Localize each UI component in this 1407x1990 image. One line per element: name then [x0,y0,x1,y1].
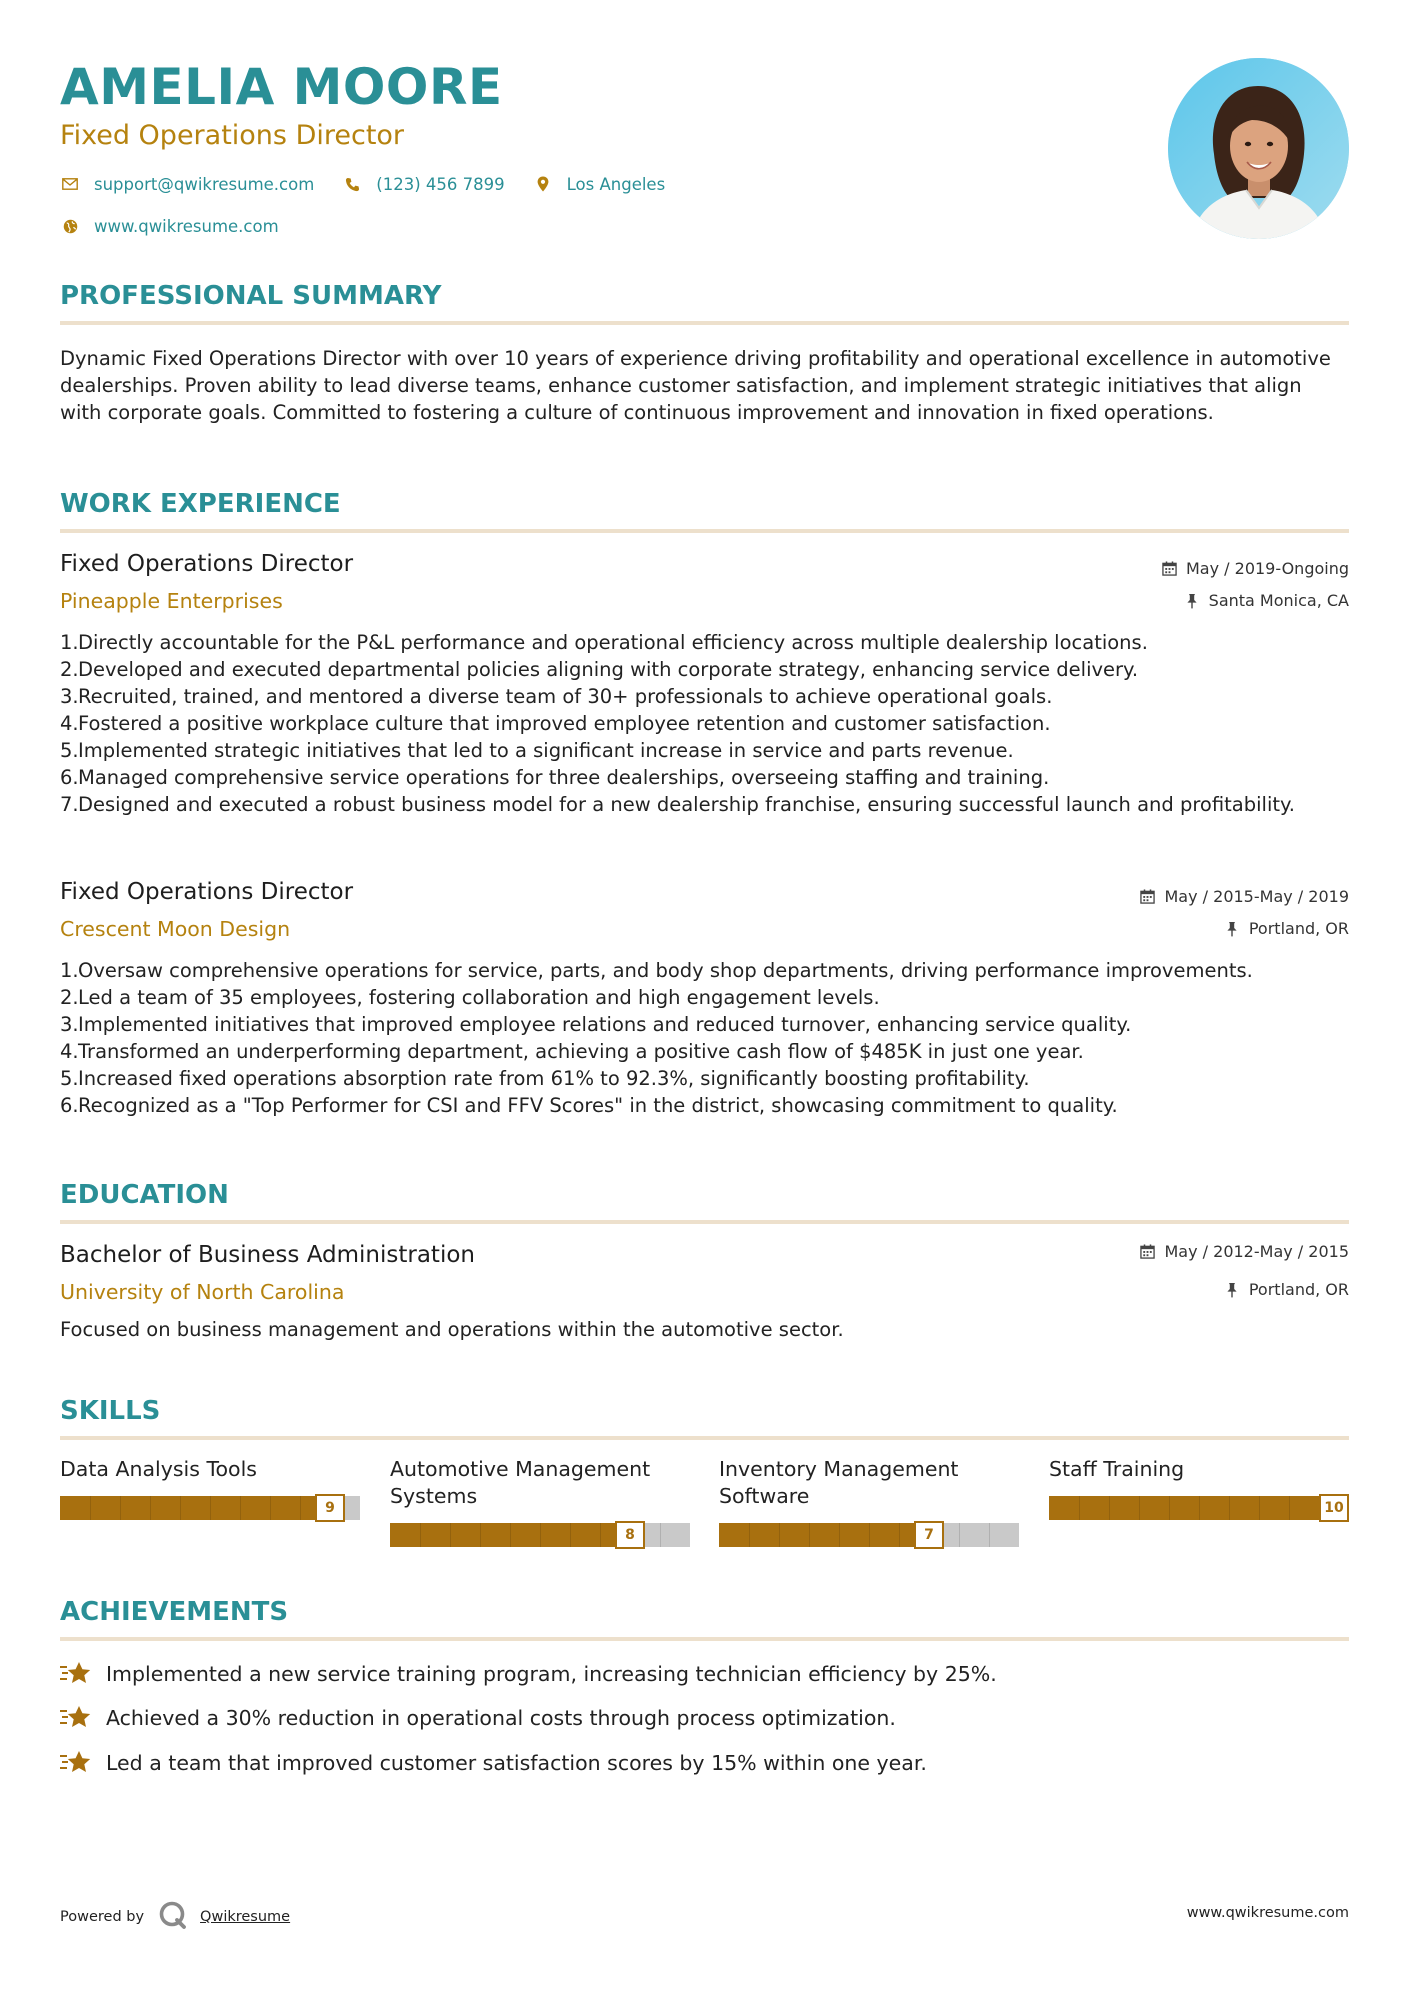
list-item: 1. Directly accountable for the P&L performance and operational efficiency across multiple dealership locations. [60,631,1148,654]
email-text: support@qwikresume.com [94,174,315,194]
calendar-icon [1139,1243,1157,1261]
section-title-summary: PROFESSIONAL SUMMARY [60,281,442,311]
list-item: 6. Recognized as a "Top Performer for CSI and FFV Scores" in the district, showcasing commitment to quality. [60,1094,1118,1117]
phone-contact[interactable] [342,174,504,194]
globe-icon [60,216,80,236]
job-title: Fixed Operations Director [60,551,354,577]
achievement-text: Achieved a 30% reduction in operational costs through process optimization. [106,1706,896,1730]
section-divider [60,1637,1349,1641]
skill-bar-segment [120,1496,121,1520]
skill-meter [719,1521,1019,1549]
job-location [1183,591,1349,610]
degree-title: Bachelor of Business Administration [60,1242,475,1268]
skill-name: Data Analysis Tools [60,1457,257,1481]
job-location [1223,919,1349,938]
skill-bar-segment [1169,1496,1170,1520]
skill-meter [60,1494,360,1522]
candidate-title: Fixed Operations Director [60,120,405,151]
job-title: Fixed Operations Director [60,879,354,905]
pushpin-icon [1223,920,1241,938]
profile-photo [1168,58,1349,239]
skill-bar-segment [1079,1496,1080,1520]
job-company: Crescent Moon Design [60,917,291,941]
skill-level-badge: 7 [914,1521,944,1549]
skill-name: Automotive Management Systems [390,1457,651,1508]
education-location-text: Portland, OR [1248,1280,1349,1299]
skill-bar-segment [300,1496,301,1520]
section-divider [60,321,1349,325]
skill-name: Staff Training [1049,1457,1185,1481]
section-title-achievements: ACHIEVEMENTS [60,1597,289,1627]
phone-icon [342,174,362,194]
skill-bar-segment [869,1523,870,1547]
candidate-name: AMELIA MOORE [60,58,503,116]
skill-meter [1049,1494,1349,1522]
location-text: Los Angeles [566,174,666,194]
skill-bar-segment [1289,1496,1290,1520]
pushpin-icon [1183,592,1201,610]
skill-bar-segment [210,1496,211,1520]
skill-bar-segment [1199,1496,1200,1520]
star-icon [60,1704,92,1732]
skill-item [719,1456,1019,1543]
section-title-experience: WORK EXPERIENCE [60,489,341,519]
calendar-icon [1160,560,1178,578]
list-item: 3. Implemented initiatives that improved employee relations and reduced turnover, enhancing service quality. [60,1013,1132,1036]
website-text: www.qwikresume.com [94,216,279,236]
job-dates-text: May / 2015-May / 2019 [1164,887,1349,906]
list-item: 3. Recruited, trained, and mentored a diverse team of 30+ professionals to achieve operational goals. [60,685,1053,708]
skill-bar-segment [809,1523,810,1547]
skill-meter [390,1521,690,1549]
achievement-item [60,1660,997,1688]
skill-name: Inventory Management Software [719,1457,959,1508]
skill-bar-segment [899,1523,900,1547]
list-item: 7. Designed and executed a robust business model for a new dealership franchise, ensuring successful launch and profitability. [60,793,1295,816]
education-dates [1139,1242,1350,1261]
list-item: 1. Oversaw comprehensive operations for service, parts, and body shop departments, driving performance improvements. [60,959,1253,982]
qwikresume-logo-icon [158,1900,188,1934]
achievement-text: Led a team that improved customer satisfaction scores by 15% within one year. [106,1751,927,1775]
skill-item [1049,1456,1349,1516]
skill-bar-segment [570,1523,571,1547]
calendar-icon [1139,888,1157,906]
skill-bar [719,1523,1019,1547]
skill-bar-segment [90,1496,91,1520]
skill-bar-segment [480,1523,481,1547]
list-item: 5. Implemented strategic initiatives that led to a significant increase in service and parts revenue. [60,739,1014,762]
skill-bar-segment [749,1523,750,1547]
list-item: 2. Developed and executed departmental policies aligning with corporate strategy, enhancing service delivery. [60,658,1139,681]
job-company: Pineapple Enterprises [60,589,283,613]
skill-bar-segment [240,1496,241,1520]
qwikresume-link[interactable]: Qwikresume [200,1909,291,1925]
website-contact[interactable] [60,216,279,236]
list-item: 5. Increased fixed operations absorption rate from 61% to 92.3%, significantly boosting profitability. [60,1067,1030,1090]
skill-bar-fill [719,1523,929,1547]
list-item: 2. Led a team of 35 employees, fostering collaboration and high engagement levels. [60,986,880,1009]
section-divider [60,1220,1349,1224]
education-location [1223,1280,1349,1299]
job-bullets [60,957,1349,1119]
skill-bar-fill [60,1496,330,1520]
skill-bar-segment [959,1523,960,1547]
skill-level-badge: 9 [315,1494,345,1522]
skill-bar-segment [1139,1496,1140,1520]
powered-by-label: Powered by [60,1909,145,1925]
summary-text: Dynamic Fixed Operations Director with over 10 years of experience driving profitability and operational excellence in automotive dealerships. Proven ability to lead diverse teams, enhance customer satisfaction, and implement strategic initiatives that align with corporate goals. Committed to fostering a culture of continuous improvement and innovation in fixed operations. [60,347,1331,424]
list-item: 4. Transformed an underperforming department, achieving a positive cash flow of $485K in just one year. [60,1040,1084,1063]
email-contact[interactable] [60,174,314,194]
skill-bar-segment [600,1523,601,1547]
section-divider [60,1436,1349,1440]
skill-bar-segment [989,1523,990,1547]
footer-powered-by [60,1900,290,1934]
achievement-item [60,1749,927,1777]
job-location-text: Portland, OR [1248,919,1349,938]
list-item: 4. Fostered a positive workplace culture that improved employee retention and customer satisfaction. [60,712,1051,735]
pushpin-icon [1223,1281,1241,1299]
skill-bar-segment [660,1523,661,1547]
skill-bar-segment [1229,1496,1230,1520]
skill-bar-segment [510,1523,511,1547]
skill-item [60,1456,360,1516]
job-dates [1139,887,1350,906]
job-dates-text: May / 2019-Ongoing [1186,559,1349,578]
contact-row [60,216,307,236]
star-icon [60,1749,92,1777]
skill-item [390,1456,690,1543]
job-bullets [60,629,1349,818]
skill-bar [1049,1496,1349,1520]
skill-bar-segment [540,1523,541,1547]
phone-text: (123) 456 7899 [376,174,505,194]
school-name: University of North Carolina [60,1280,345,1304]
education-description: Focused on business management and operations within the automotive sector. [60,1318,844,1341]
list-item: 6. Managed comprehensive service operations for three dealerships, overseeing staffing and training. [60,766,1050,789]
achievement-text: Implemented a new service training program, increasing technician efficiency by 25%. [106,1662,997,1686]
skill-bar-segment [150,1496,151,1520]
skill-bar-segment [420,1523,421,1547]
achievement-item [60,1704,896,1732]
footer-website-link[interactable]: www.qwikresume.com [1186,1905,1349,1921]
star-icon [60,1660,92,1688]
skill-bar-segment [839,1523,840,1547]
skill-bar-segment [270,1496,271,1520]
skill-level-badge: 10 [1319,1494,1349,1522]
contact-row [60,174,693,194]
skill-bar-segment [1259,1496,1260,1520]
section-title-education: EDUCATION [60,1180,229,1210]
skill-level-badge: 8 [615,1521,645,1549]
skill-bar-segment [1109,1496,1110,1520]
job-location-text: Santa Monica, CA [1208,591,1349,610]
location-contact [533,174,666,194]
skill-bar-segment [779,1523,780,1547]
job-dates [1160,559,1349,578]
map-pin-icon [533,174,553,194]
section-divider [60,529,1349,533]
envelope-icon [60,174,80,194]
skill-bar-segment [450,1523,451,1547]
section-title-skills: SKILLS [60,1396,161,1426]
skill-bar [390,1523,690,1547]
skill-bar-segment [180,1496,181,1520]
education-dates-text: May / 2012-May / 2015 [1164,1242,1349,1261]
